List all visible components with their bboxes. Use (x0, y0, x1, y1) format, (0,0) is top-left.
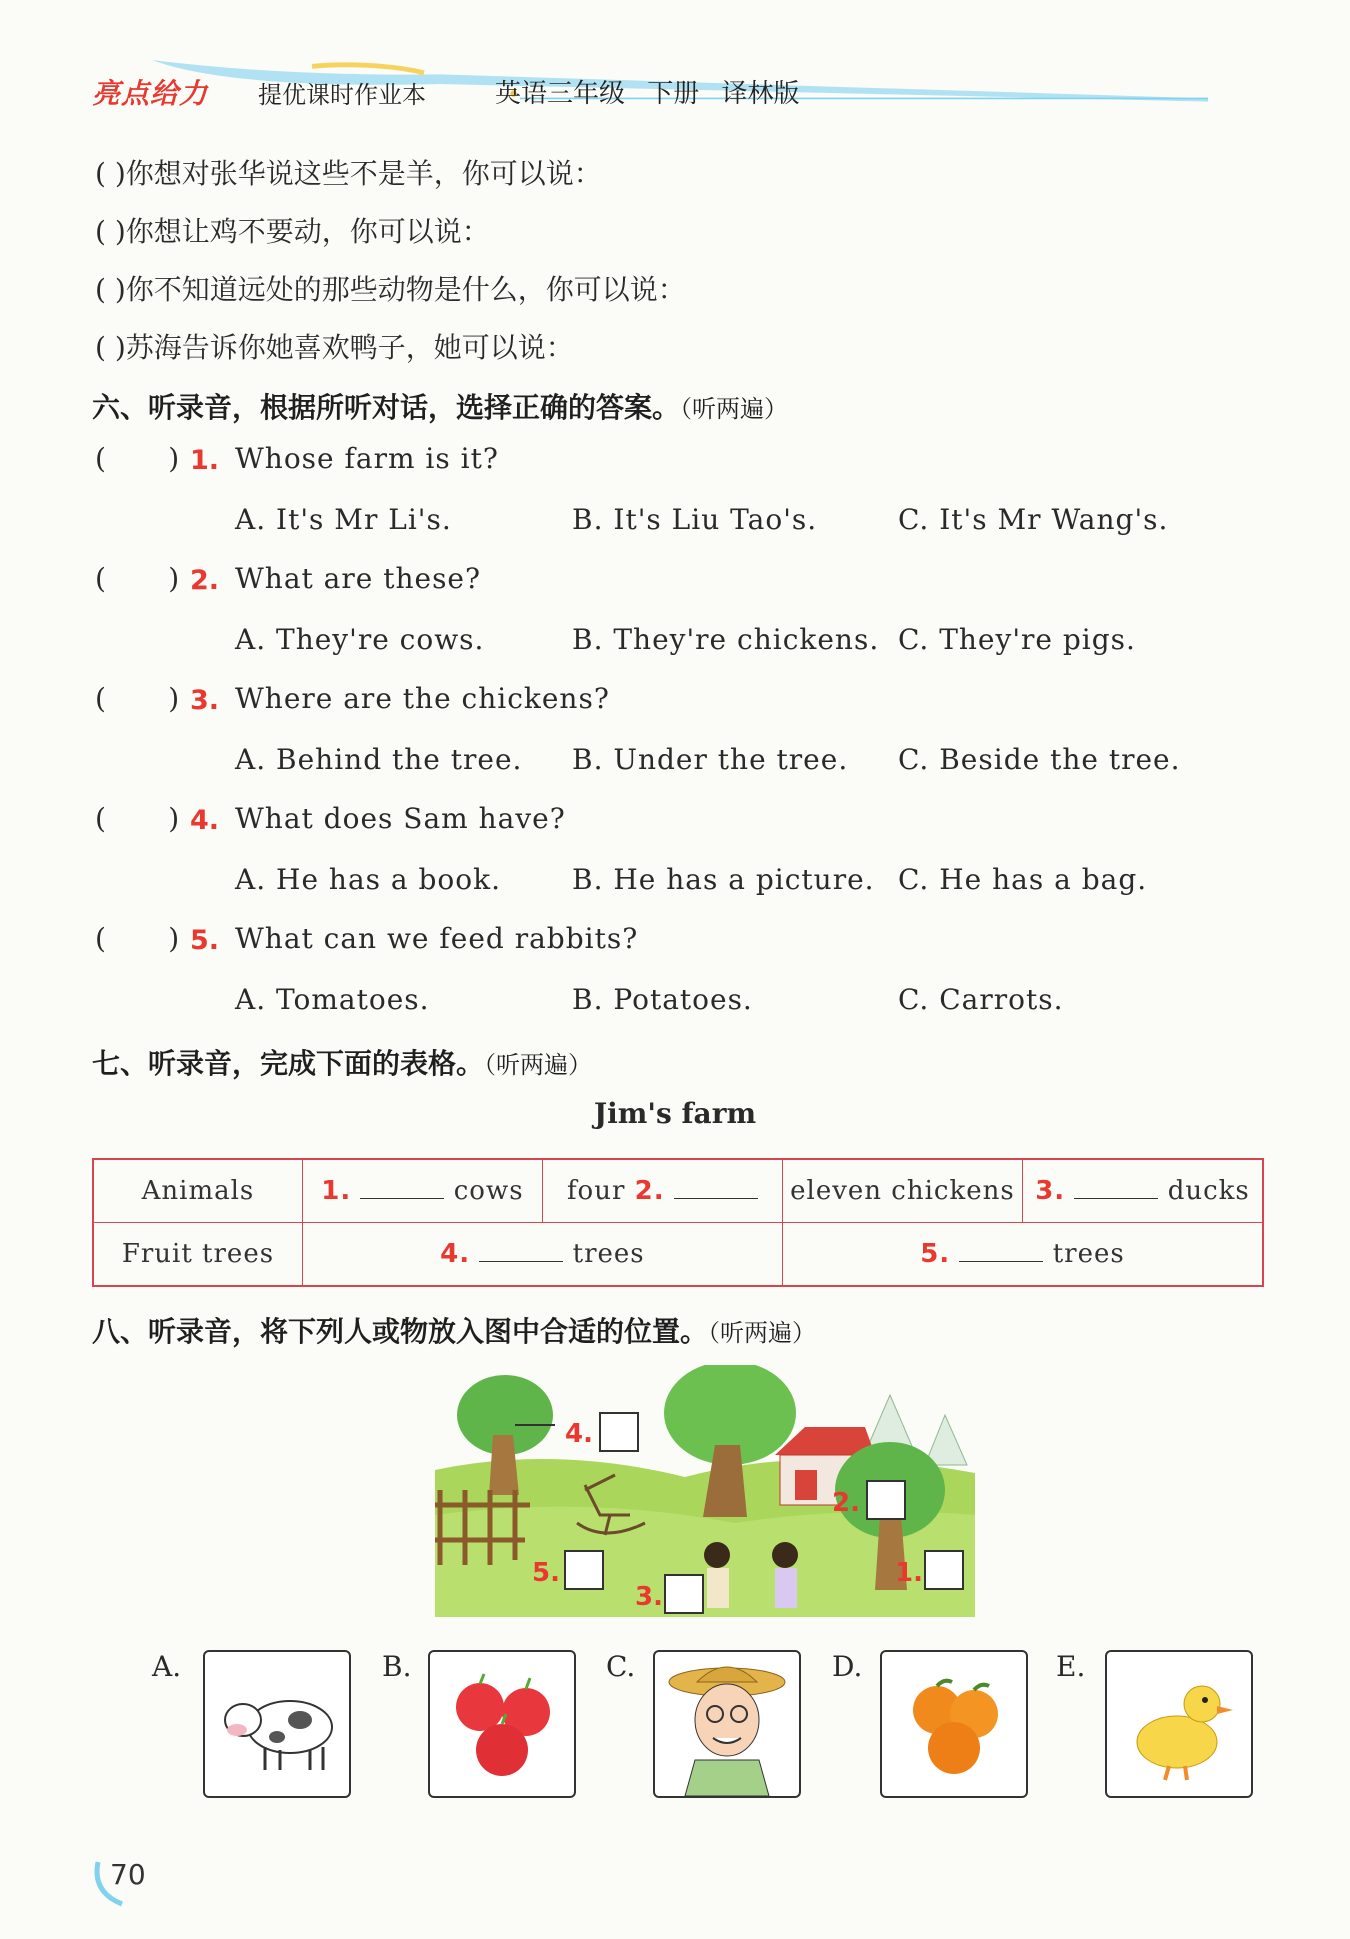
answer-blank[interactable] (479, 1239, 563, 1262)
blank-number: 5. (920, 1239, 951, 1269)
prev-item: ( )你不知道远处的那些动物是什么，你可以说： (95, 273, 686, 306)
scene-answer-box-3[interactable] (665, 1575, 703, 1613)
option-a: A. Tomatoes. (235, 983, 430, 1016)
scene-answer-box-1[interactable] (925, 1551, 963, 1589)
scene-answer-box-2[interactable] (867, 1481, 905, 1519)
fruit-cell-1 (302, 1223, 782, 1287)
option-c: C. It's Mr Wang's. (898, 503, 1169, 536)
header-subtitle: 提优课时作业本 (258, 81, 426, 109)
answer-blank[interactable] (1074, 1176, 1158, 1199)
option-c: C. Carrots. (898, 983, 1064, 1016)
animals-cell-1 (302, 1159, 542, 1223)
question-number: 2. (190, 565, 220, 596)
question-number: 1. (190, 445, 220, 476)
option-label-d: D. (832, 1650, 863, 1683)
cell-text: ducks (1167, 1176, 1250, 1206)
animals-cell-2 (542, 1159, 782, 1223)
scene-label-1: 1. (895, 1558, 923, 1588)
prev-item: ( )你想让鸡不要动，你可以说： (95, 215, 490, 248)
section7-title: 七、听录音，完成下面的表格。（听两遍） (92, 1047, 593, 1080)
option-b: B. Under the tree. (572, 743, 849, 776)
answer-bracket[interactable]: ( ) (95, 682, 180, 715)
farm-scene (435, 1365, 975, 1617)
scene-answer-box-4[interactable] (600, 1413, 638, 1451)
farmer-icon (655, 1652, 799, 1796)
page-number: 70 (110, 1858, 146, 1891)
answer-blank[interactable] (959, 1239, 1043, 1262)
option-card-a[interactable] (203, 1650, 351, 1798)
scene-answer-box-5[interactable] (565, 1551, 603, 1589)
scene-label-3: 3. (635, 1582, 663, 1612)
option-label-e: E. (1056, 1650, 1086, 1683)
option-label-c: C. (606, 1650, 636, 1683)
animals-cell-3: eleven chickens (782, 1159, 1022, 1223)
section6-title: 六、听录音，根据所听对话，选择正确的答案。（听两遍） (92, 391, 789, 424)
question-text: Whose farm is it? (235, 442, 499, 475)
section8-title: 八、听录音，将下列人或物放入图中合适的位置。（听两遍） (92, 1315, 817, 1348)
table-row (93, 1223, 1263, 1287)
option-c: C. He has a bag. (898, 863, 1148, 896)
option-c: C. Beside the tree. (898, 743, 1181, 776)
option-a: A. He has a book. (235, 863, 502, 896)
option-a: A. They're cows. (235, 623, 485, 656)
row-header-animals: Animals (93, 1159, 302, 1223)
option-a: A. It's Mr Li's. (235, 503, 452, 536)
question-text: Where are the chickens? (235, 682, 610, 715)
apples-icon (430, 1652, 574, 1796)
option-card-e[interactable] (1105, 1650, 1253, 1798)
answer-blank[interactable] (360, 1176, 444, 1199)
option-card-d[interactable] (880, 1650, 1028, 1798)
cell-text: trees (1052, 1239, 1125, 1269)
blank-number: 2. (634, 1176, 665, 1206)
brand-logo: 亮点给力 (92, 77, 209, 110)
prev-item: ( )苏海告诉你她喜欢鸭子，她可以说： (95, 331, 574, 364)
question-number: 4. (190, 805, 220, 836)
oranges-icon (882, 1652, 1026, 1796)
answer-bracket[interactable]: ( ) (95, 562, 180, 595)
option-card-c[interactable] (653, 1650, 801, 1798)
option-card-b[interactable] (428, 1650, 576, 1798)
cell-text: trees (572, 1239, 645, 1269)
question-text: What are these? (235, 562, 482, 595)
row-header-fruit-trees: Fruit trees (93, 1223, 302, 1287)
fruit-cell-2 (782, 1223, 1263, 1287)
option-a: A. Behind the tree. (235, 743, 523, 776)
scene-label-5: 5. (532, 1558, 560, 1588)
jims-farm-table (92, 1158, 1264, 1287)
cow-icon (205, 1652, 349, 1796)
table-row (93, 1159, 1263, 1223)
option-b: B. They're chickens. (572, 623, 880, 656)
cell-text: cows (453, 1176, 524, 1206)
scene-label-4: 4. (565, 1419, 593, 1449)
question-number: 3. (190, 685, 220, 716)
answer-bracket[interactable]: ( ) (95, 802, 180, 835)
cell-text: four (566, 1176, 626, 1206)
scene-label-2: 2. (832, 1488, 860, 1518)
animals-cell-4 (1022, 1159, 1263, 1223)
blank-number: 1. (321, 1176, 352, 1206)
option-label-a: A. (152, 1650, 182, 1683)
option-b: B. Potatoes. (572, 983, 753, 1016)
answer-blank[interactable] (674, 1176, 758, 1199)
answer-bracket[interactable]: ( ) (95, 442, 180, 475)
blank-number: 4. (440, 1239, 471, 1269)
duck-icon (1107, 1652, 1251, 1796)
question-text: What does Sam have? (235, 802, 566, 835)
option-b: B. It's Liu Tao's. (572, 503, 818, 536)
question-number: 5. (190, 925, 220, 956)
option-label-b: B. (382, 1650, 412, 1683)
prev-item: ( )你想对张华说这些不是羊，你可以说： (95, 157, 602, 190)
book-info: 英语三年级 下册 译林版 (495, 79, 800, 109)
blank-number: 3. (1035, 1176, 1066, 1206)
option-c: C. They're pigs. (898, 623, 1136, 656)
answer-bracket[interactable]: ( ) (95, 922, 180, 955)
option-b: B. He has a picture. (572, 863, 875, 896)
question-text: What can we feed rabbits? (235, 922, 639, 955)
table-title: Jim's farm (593, 1097, 757, 1130)
